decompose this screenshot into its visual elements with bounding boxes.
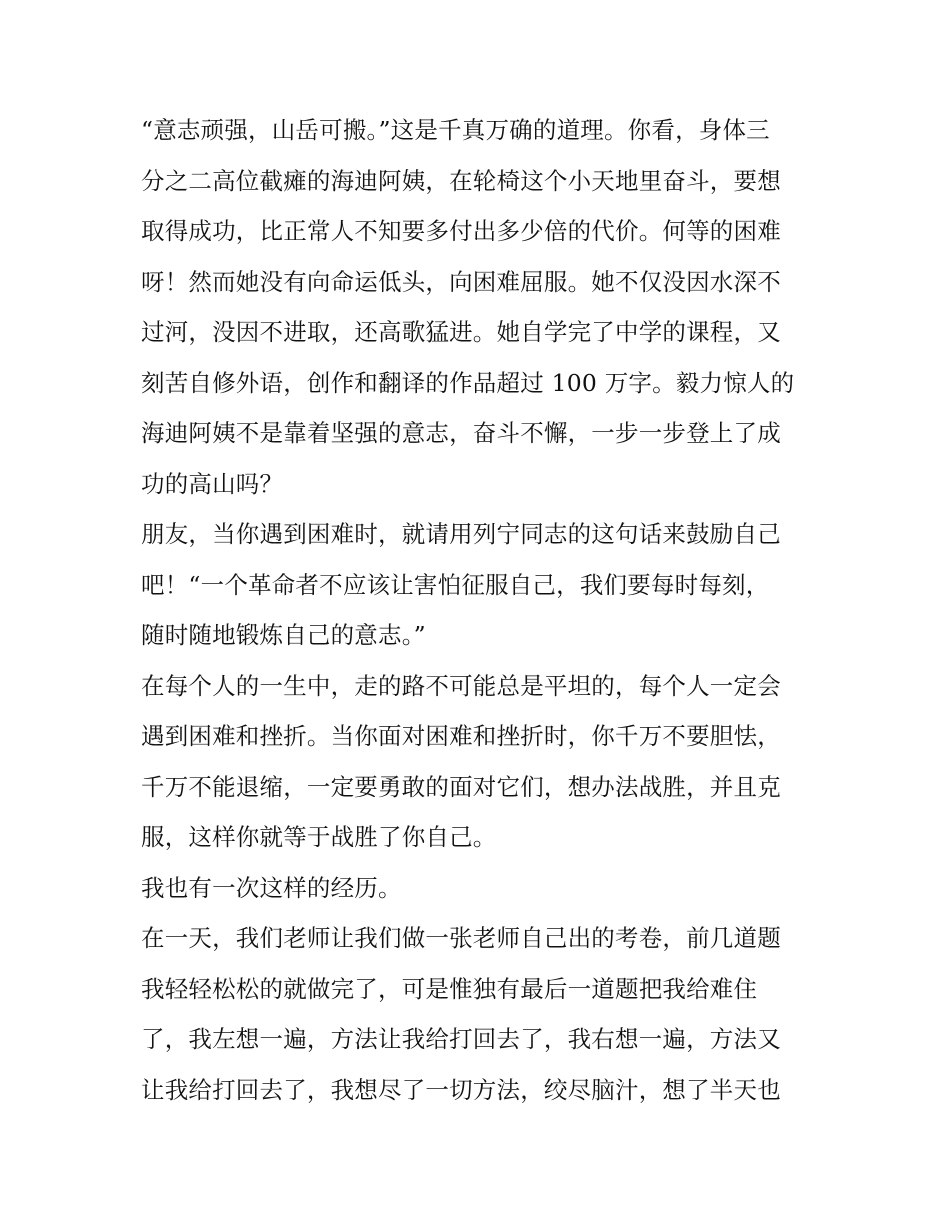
text-line: 遇到困难和挫折。当你面对困难和挫折时，你千万不要胆怯， bbox=[141, 722, 781, 750]
text-line: 朋友，当你遇到困难时，就请用列宁同志的这句话来鼓励自己 bbox=[141, 520, 781, 548]
text-line: 服，这样你就等于战胜了你自己。 bbox=[141, 823, 497, 851]
text-line: 随时随地锻炼自己的意志。” bbox=[141, 621, 426, 649]
text-line: 功的高山吗？ bbox=[141, 470, 284, 498]
text-line: 取得成功，比正常人不知要多付出多少倍的代价。何等的困难 bbox=[141, 217, 781, 245]
text-line: 让我给打回去了，我想尽了一切方法，绞尽脑汁，想了半天也 bbox=[141, 1076, 781, 1104]
text-line: 在每个人的一生中，走的路不可能总是平坦的，每个人一定会 bbox=[141, 672, 781, 700]
text-line: 刻苦自修外语，创作和翻译的作品超过 100 万字。毅力惊人的 bbox=[141, 369, 795, 397]
text-line: 我也有一次这样的经历。 bbox=[141, 874, 402, 902]
text-line: 我轻轻松松的就做完了，可是惟独有最后一道题把我给难住 bbox=[141, 975, 758, 1003]
text-line: 海迪阿姨不是靠着坚强的意志，奋斗不懈，一步一步登上了成 bbox=[141, 419, 781, 447]
text-line: 分之二高位截瘫的海迪阿姨，在轮椅这个小天地里奋斗，要想 bbox=[141, 167, 781, 195]
text-line: 过河，没因不进取，还高歌猛进。她自学完了中学的课程，又 bbox=[141, 318, 781, 346]
text-line: 在一天，我们老师让我们做一张老师自己出的考卷，前几道题 bbox=[141, 924, 781, 952]
text-line: 千万不能退缩，一定要勇敢的面对它们，想办法战胜，并且克 bbox=[141, 773, 781, 801]
text-line: 呀！然而她没有向命运低头，向困难屈服。她不仅没因水深不 bbox=[141, 268, 781, 296]
text-line: 吧！“一个革命者不应该让害怕征服自己，我们要每时每刻， bbox=[141, 571, 770, 599]
text-line: 了，我左想一遍，方法让我给打回去了，我右想一遍，方法又 bbox=[141, 1025, 781, 1053]
text-line: “意志顽强，山岳可搬。”这是千真万确的道理。你看，身体三 bbox=[141, 116, 770, 144]
